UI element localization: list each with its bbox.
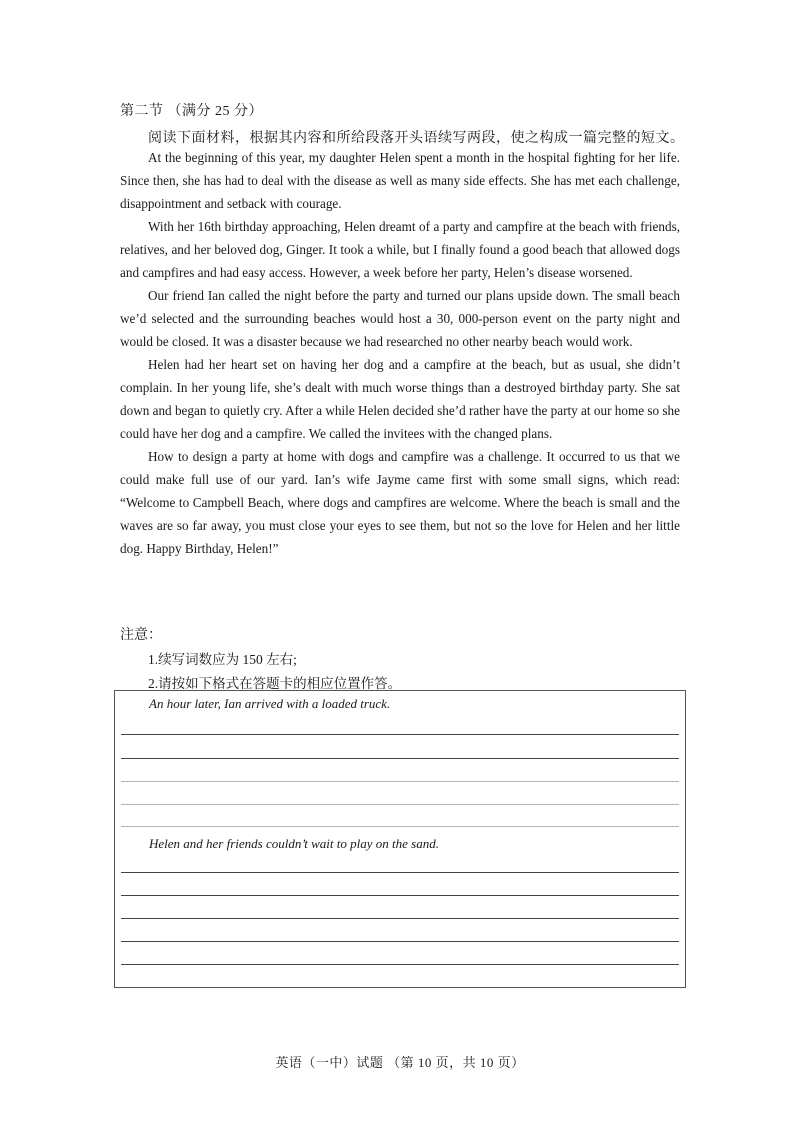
passage-paragraph-4: Helen had her heart set on having her dog and a campfire at the beach, but as usual, she didn’t complain. In her young life, she’s dealt with much worse things than a destroyed birthday party. She sat down and began to quietly cry. After a while Helen decided she’d rather have the party at our home so she could have her dog and a campfire. We called the invitees with the changed plans.	[120, 357, 680, 441]
answer-box	[114, 690, 686, 988]
passage-paragraph-5: How to design a party at home with dogs and campfire was a challenge. It occurred to us that we could make full use of our yard. Ian’s wife Jayme came first with some small signs, which read: “Welcome to Campbell Beach, where dogs and campfires are welcome. Where the beach is small and the waves are so far away, you must close your eyes to see them, but not so the love for Helen and her little dog. Happy Birthday, Helen!”	[120, 449, 680, 556]
writing-line[interactable]	[121, 941, 679, 942]
continuation-prompt-1: An hour later, Ian arrived with a loaded truck.	[149, 696, 391, 711]
writing-line[interactable]	[121, 734, 679, 735]
writing-line[interactable]	[121, 781, 679, 782]
notes-title: 注意：	[120, 628, 162, 643]
writing-line[interactable]	[121, 964, 679, 965]
writing-line[interactable]	[121, 872, 679, 873]
note-word-count: 1.续写词数应为 150 左右;	[148, 652, 297, 667]
writing-line[interactable]	[121, 918, 679, 919]
writing-line[interactable]	[121, 826, 679, 827]
continuation-prompt-2: Helen and her friends couldn’t wait to play on the sand.	[149, 836, 439, 851]
section-instruction: 阅读下面材料，根据其内容和所给段落开头语续写两段，使之构成一篇完整的短文。	[148, 131, 685, 146]
passage-paragraph-2: With her 16th birthday approaching, Helen dreamt of a party and campfire at the beach with friends, relatives, and her beloved dog, Ginger. It took a while, but I finally found a good beach that allowed dogs and campfires and had easy access. However, a week before her party, Helen’s disease worsened.	[120, 219, 680, 280]
writing-line[interactable]	[121, 895, 679, 896]
writing-line[interactable]	[121, 804, 679, 805]
passage-paragraph-3: Our friend Ian called the night before the party and turned our plans upside down. The small beach we’d selected and the surrounding beaches would host a 30, 000-person event on the party night and would be closed. It was a disaster because we had researched no other nearby beach would work.	[120, 288, 680, 349]
note-answer-format: 2.请按如下格式在答题卡的相应位置作答。	[148, 676, 402, 691]
reading-passage	[120, 146, 680, 560]
page-footer: 英语（一中）试题 （第 10 页，共 10 页）	[275, 1055, 525, 1070]
section-title: 第二节 （满分 25 分）	[120, 104, 263, 119]
writing-line[interactable]	[121, 758, 679, 759]
passage-paragraph-1: At the beginning of this year, my daughter Helen spent a month in the hospital fighting for her life. Since then, she has had to deal with the disease as well as many side effects. She has met each challenge, disappointment and setback with courage.	[120, 150, 680, 211]
